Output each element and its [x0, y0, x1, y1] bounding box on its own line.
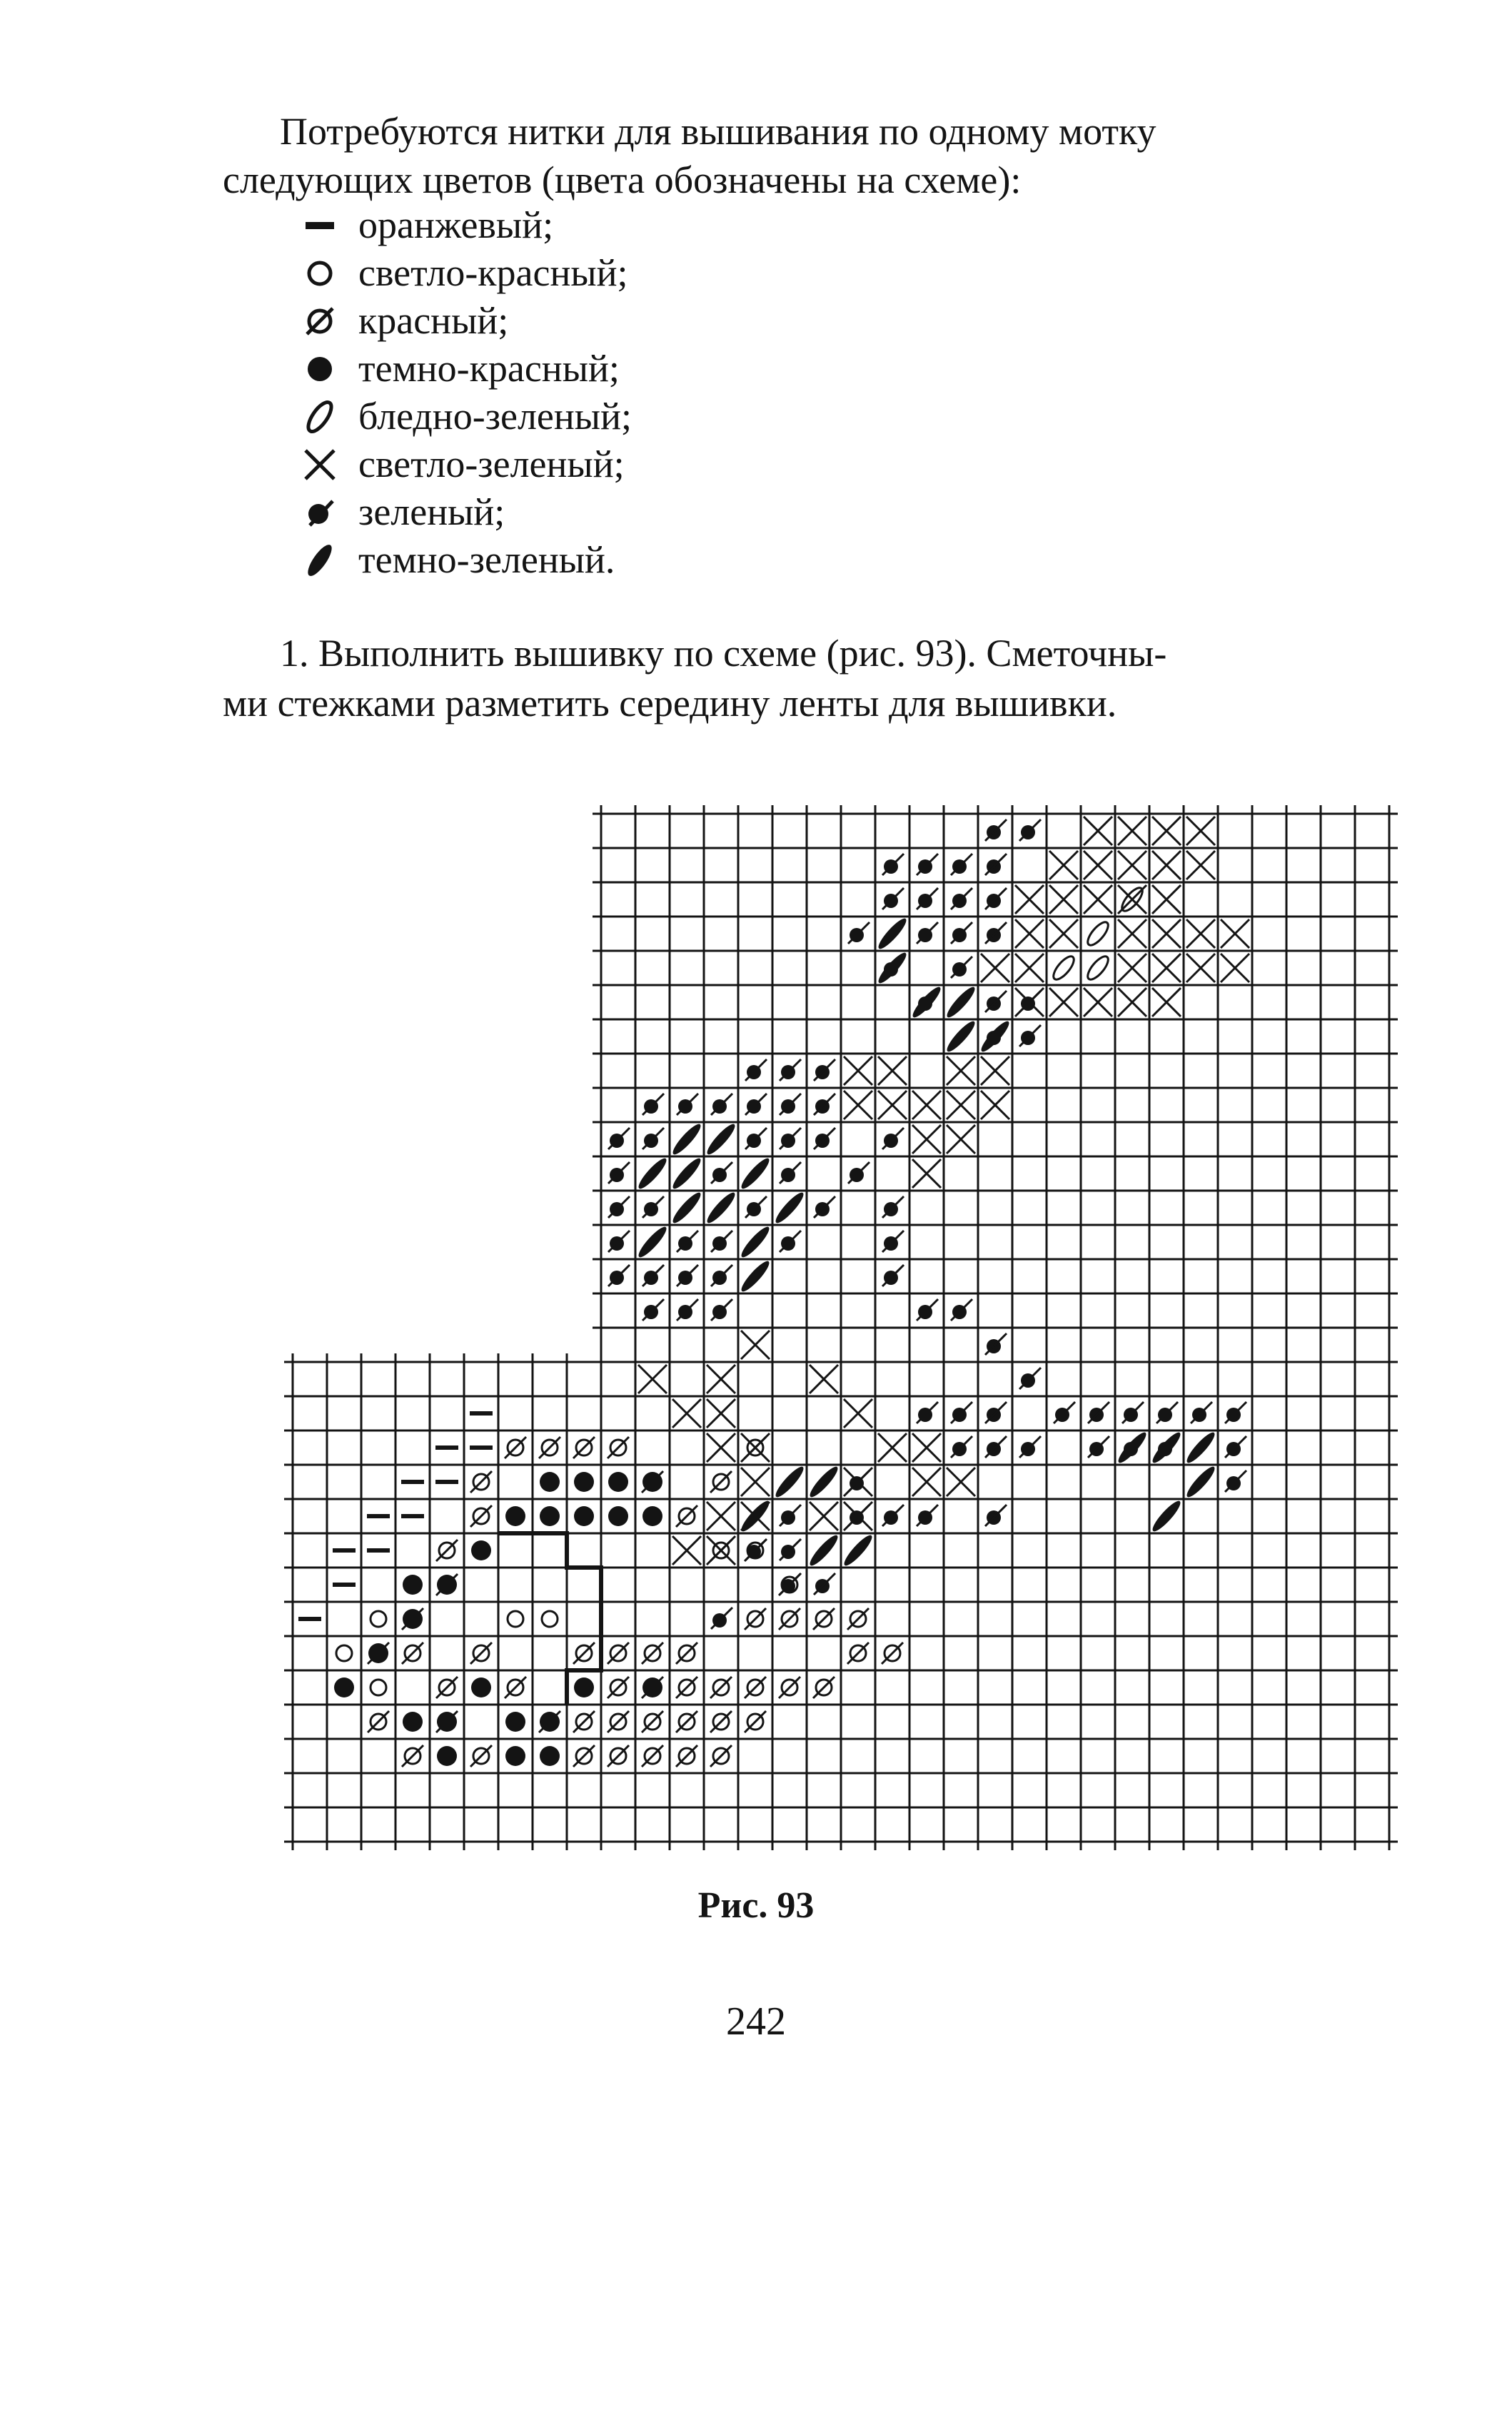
dark-red-stitch-mark: [437, 1746, 457, 1766]
instruction-line-1: 1. Выполнить вышивку по схеме (рис. 93). Сметочны-: [280, 632, 1167, 675]
legend-item-light-red: [298, 249, 632, 297]
legend-label: темно-красный;: [358, 347, 620, 390]
dark-red-stitch-mark: [437, 1712, 457, 1732]
dark-red-stitch-mark: [642, 1472, 662, 1492]
orange-stitch-mark: [401, 1480, 424, 1484]
legend-item-green: [298, 488, 632, 536]
dash-icon: [298, 204, 341, 247]
dark-green-stitch-mark: [841, 1533, 875, 1569]
dark-green-stitch-mark: [738, 1224, 772, 1261]
legend-label: светло-зеленый;: [358, 443, 625, 485]
dark-red-stitch-mark: [505, 1746, 525, 1766]
pale-green-stitch-mark: [1084, 919, 1112, 949]
filled-leaf-icon: [298, 491, 341, 534]
dark-green-stitch-mark: [807, 1533, 841, 1569]
orange-stitch-mark: [401, 1514, 424, 1518]
legend-item-dark-green: [298, 536, 632, 584]
instruction-paragraph: [223, 628, 1336, 728]
dark-red-stitch-mark: [505, 1506, 525, 1526]
orange-stitch-mark: [435, 1445, 458, 1450]
dark-green-stitch-mark: [704, 1190, 738, 1226]
legend-label: зеленый;: [358, 490, 505, 533]
light-red-stitch-mark: [371, 1611, 386, 1627]
dark-red-stitch-mark: [608, 1506, 628, 1526]
dark-red-stitch-mark: [574, 1506, 594, 1526]
dark-red-stitch-mark: [505, 1712, 525, 1732]
dark-red-stitch-mark: [574, 1472, 594, 1492]
dark-green-stitch-mark: [635, 1224, 670, 1261]
dark-green-stitch-mark: [1184, 1464, 1218, 1500]
dark-green-stitch-mark: [772, 1464, 807, 1500]
dark-green-stitch-mark: [738, 1258, 772, 1295]
legend-label: светло-красный;: [358, 251, 628, 294]
dark-red-stitch-mark: [334, 1677, 354, 1697]
thread-color-legend: [298, 201, 632, 584]
dark-red-stitch-mark: [368, 1643, 388, 1663]
orange-stitch-mark: [367, 1514, 390, 1518]
figure-caption: Рис. 93: [697, 1885, 815, 1926]
legend-label: темно-зеленый.: [358, 538, 615, 581]
light-red-stitch-mark: [542, 1611, 558, 1627]
orange-stitch-mark: [333, 1548, 356, 1553]
legend-item-red: [298, 297, 632, 345]
dark-red-stitch-mark: [642, 1677, 662, 1697]
dark-red-stitch-mark: [403, 1575, 423, 1595]
dark-red-stitch-mark: [608, 1472, 628, 1492]
embroidery-scheme: [0, 785, 1512, 1884]
legend-label: оранжевый;: [358, 203, 554, 246]
light-red-stitch-mark: [371, 1680, 386, 1695]
dark-green-stitch-mark: [944, 1019, 978, 1055]
dark-green-stitch-mark: [875, 950, 909, 987]
orange-stitch-mark: [470, 1411, 493, 1416]
orange-stitch-mark: [333, 1583, 356, 1587]
legend-item-orange: [298, 201, 632, 249]
orange-stitch-mark: [470, 1445, 493, 1450]
dark-red-stitch-mark: [403, 1609, 423, 1629]
orange-stitch-mark: [435, 1480, 458, 1484]
dark-green-stitch-mark: [875, 916, 909, 952]
dark-green-stitch-mark: [772, 1190, 807, 1226]
dark-red-stitch-mark: [574, 1677, 594, 1697]
dark-green-stitch-mark: [704, 1121, 738, 1158]
dark-red-stitch-mark: [540, 1506, 560, 1526]
pale-green-stitch-mark: [1050, 954, 1077, 983]
materials-paragraph: [223, 107, 1336, 204]
dark-green-stitch-mark: [738, 1156, 772, 1192]
dark-red-stitch-mark: [540, 1712, 560, 1732]
filled-circle-icon: [298, 348, 341, 390]
dark-red-stitch-mark: [471, 1540, 491, 1560]
dark-red-stitch-mark: [540, 1472, 560, 1492]
legend-item-light-green: [298, 440, 632, 488]
dark-green-stitch-mark: [1115, 1430, 1149, 1466]
dark-red-stitch-mark: [403, 1712, 423, 1732]
dark-green-stitch-mark: [944, 984, 978, 1021]
legend-label: бледно-зеленый;: [358, 395, 632, 438]
dark-green-stitch-mark: [807, 1464, 841, 1500]
instruction-line-2: ми стежками разметить середину ленты для вышивки.: [223, 682, 1117, 725]
dark-green-stitch-mark: [1149, 1498, 1184, 1535]
dark-red-stitch-mark: [437, 1575, 457, 1595]
light-red-stitch-mark: [336, 1645, 352, 1661]
light-red-stitch-mark: [508, 1611, 523, 1627]
slashed-circle-icon: [298, 300, 341, 343]
dark-green-stitch-mark: [635, 1156, 670, 1192]
dark-red-stitch-mark: [540, 1746, 560, 1766]
dark-green-stitch-mark: [670, 1190, 704, 1226]
orange-stitch-mark: [298, 1617, 321, 1621]
outline-leaf-icon: [298, 395, 341, 438]
orange-stitch-mark: [367, 1548, 390, 1553]
dark-green-stitch-mark: [978, 1019, 1012, 1055]
dark-green-stitch-mark: [1149, 1430, 1184, 1466]
materials-line-1: Потребуются нитки для вышивания по одному мотку: [280, 110, 1156, 153]
materials-line-2: следующих цветов (цвета обозначены на схеме):: [223, 158, 1022, 201]
legend-item-dark-red: [298, 345, 632, 393]
page-number: 242: [726, 1999, 786, 2044]
pale-green-stitch-mark: [1084, 954, 1112, 983]
bold-leaf-icon: [298, 539, 341, 582]
legend-item-pale-green: [298, 393, 632, 440]
dark-red-stitch-mark: [642, 1506, 662, 1526]
ring-icon: [298, 252, 341, 295]
dark-green-stitch-mark: [670, 1121, 704, 1158]
dark-red-stitch-mark: [471, 1677, 491, 1697]
dark-green-stitch-mark: [909, 984, 944, 1021]
cross-icon: [298, 443, 341, 486]
legend-label: красный;: [358, 299, 509, 342]
dark-green-stitch-mark: [670, 1156, 704, 1192]
dark-green-stitch-mark: [1184, 1430, 1218, 1466]
